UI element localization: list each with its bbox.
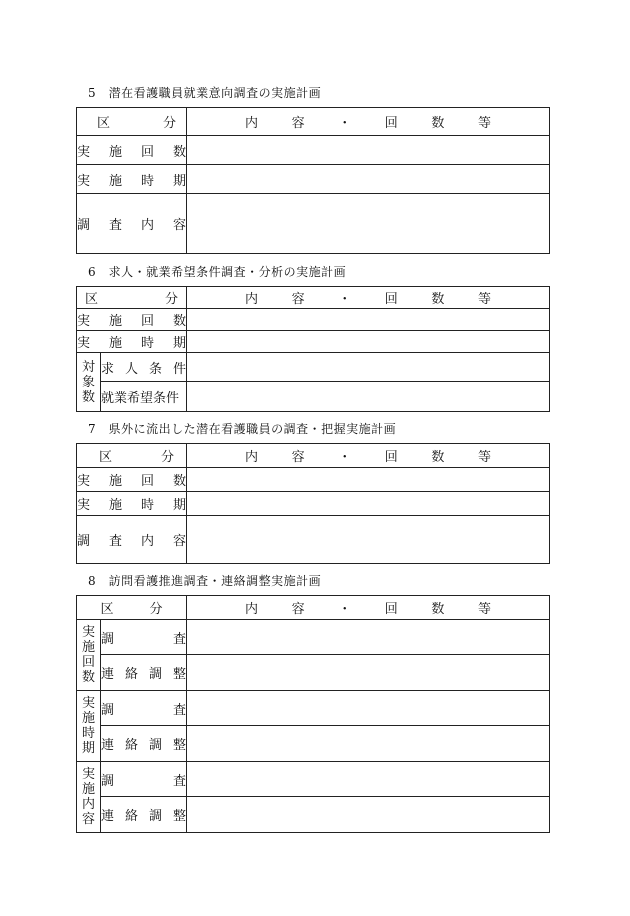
header-category-cell: 区 分: [77, 444, 187, 468]
section-6-table: [76, 286, 550, 412]
input-cell[interactable]: [187, 331, 550, 353]
row-label-jisshi-kaisu: 実 施 回 数: [77, 468, 187, 492]
group-label-taishosu: 対 象 数: [77, 353, 101, 412]
header-category-cell: 区 分: [77, 287, 187, 309]
input-cell[interactable]: [187, 382, 550, 412]
sub-label-renraku-chosei: 連 絡 調 整: [101, 655, 187, 691]
section-5-table: [76, 107, 550, 254]
sub-label-chosa: 調 査: [101, 691, 187, 726]
input-cell[interactable]: [187, 353, 550, 382]
input-cell[interactable]: [187, 516, 550, 564]
section-7-heading: 7 県外に流出した潜在看護職員の調査・把握実施計画: [88, 422, 397, 436]
section-6-heading: 6 求人・就業希望条件調査・分析の実施計画: [88, 265, 347, 279]
input-cell[interactable]: [187, 762, 550, 797]
input-cell[interactable]: [187, 797, 550, 833]
row-label-jisshi-kaisu: 実 施 回 数: [77, 309, 187, 331]
header-category-cell: 区 分: [77, 108, 187, 136]
sub-label-shugyo-kibo-joken: 就業希望条件: [101, 382, 187, 412]
sub-label-kyujin-joken: 求 人 条 件: [101, 353, 187, 382]
row-label-chosa-naiyo: 調 査 内 容: [77, 194, 187, 254]
group-label-jisshi-kaisu: 実 施 回 数: [77, 620, 101, 691]
input-cell[interactable]: [187, 165, 550, 194]
row-label-jisshi-jiki: 実 施 時 期: [77, 492, 187, 516]
input-cell[interactable]: [187, 655, 550, 691]
input-cell[interactable]: [187, 726, 550, 762]
input-cell[interactable]: [187, 136, 550, 165]
input-cell[interactable]: [187, 309, 550, 331]
header-content-cell: 内 容 ・ 回 数 等: [187, 287, 550, 309]
header-content-cell: 内 容 ・ 回 数 等: [187, 108, 550, 136]
sub-label-chosa: 調 査: [101, 762, 187, 797]
input-cell[interactable]: [187, 492, 550, 516]
input-cell[interactable]: [187, 194, 550, 254]
sub-label-renraku-chosei: 連 絡 調 整: [101, 726, 187, 762]
header-category-cell: 区 分: [77, 596, 187, 620]
section-8-table: [76, 595, 550, 833]
row-label-chosa-naiyo: 調 査 内 容: [77, 516, 187, 564]
sub-label-renraku-chosei: 連 絡 調 整: [101, 797, 187, 833]
section-7-table: [76, 443, 550, 564]
header-content-cell: 内 容 ・ 回 数 等: [187, 596, 550, 620]
sub-label-chosa: 調 査: [101, 620, 187, 655]
section-5-heading: 5 潜在看護職員就業意向調査の実施計画: [88, 86, 322, 100]
input-cell[interactable]: [187, 691, 550, 726]
row-label-jisshi-jiki: 実 施 時 期: [77, 331, 187, 353]
header-content-cell: 内 容 ・ 回 数 等: [187, 444, 550, 468]
group-label-jisshi-naiyo: 実 施 内 容: [77, 762, 101, 833]
group-label-jisshi-jiki: 実 施 時 期: [77, 691, 101, 762]
input-cell[interactable]: [187, 620, 550, 655]
row-label-jisshi-kaisu: 実 施 回 数: [77, 136, 187, 165]
section-8-heading: 8 訪問看護推進調査・連絡調整実施計画: [88, 574, 322, 588]
input-cell[interactable]: [187, 468, 550, 492]
row-label-jisshi-jiki: 実 施 時 期: [77, 165, 187, 194]
